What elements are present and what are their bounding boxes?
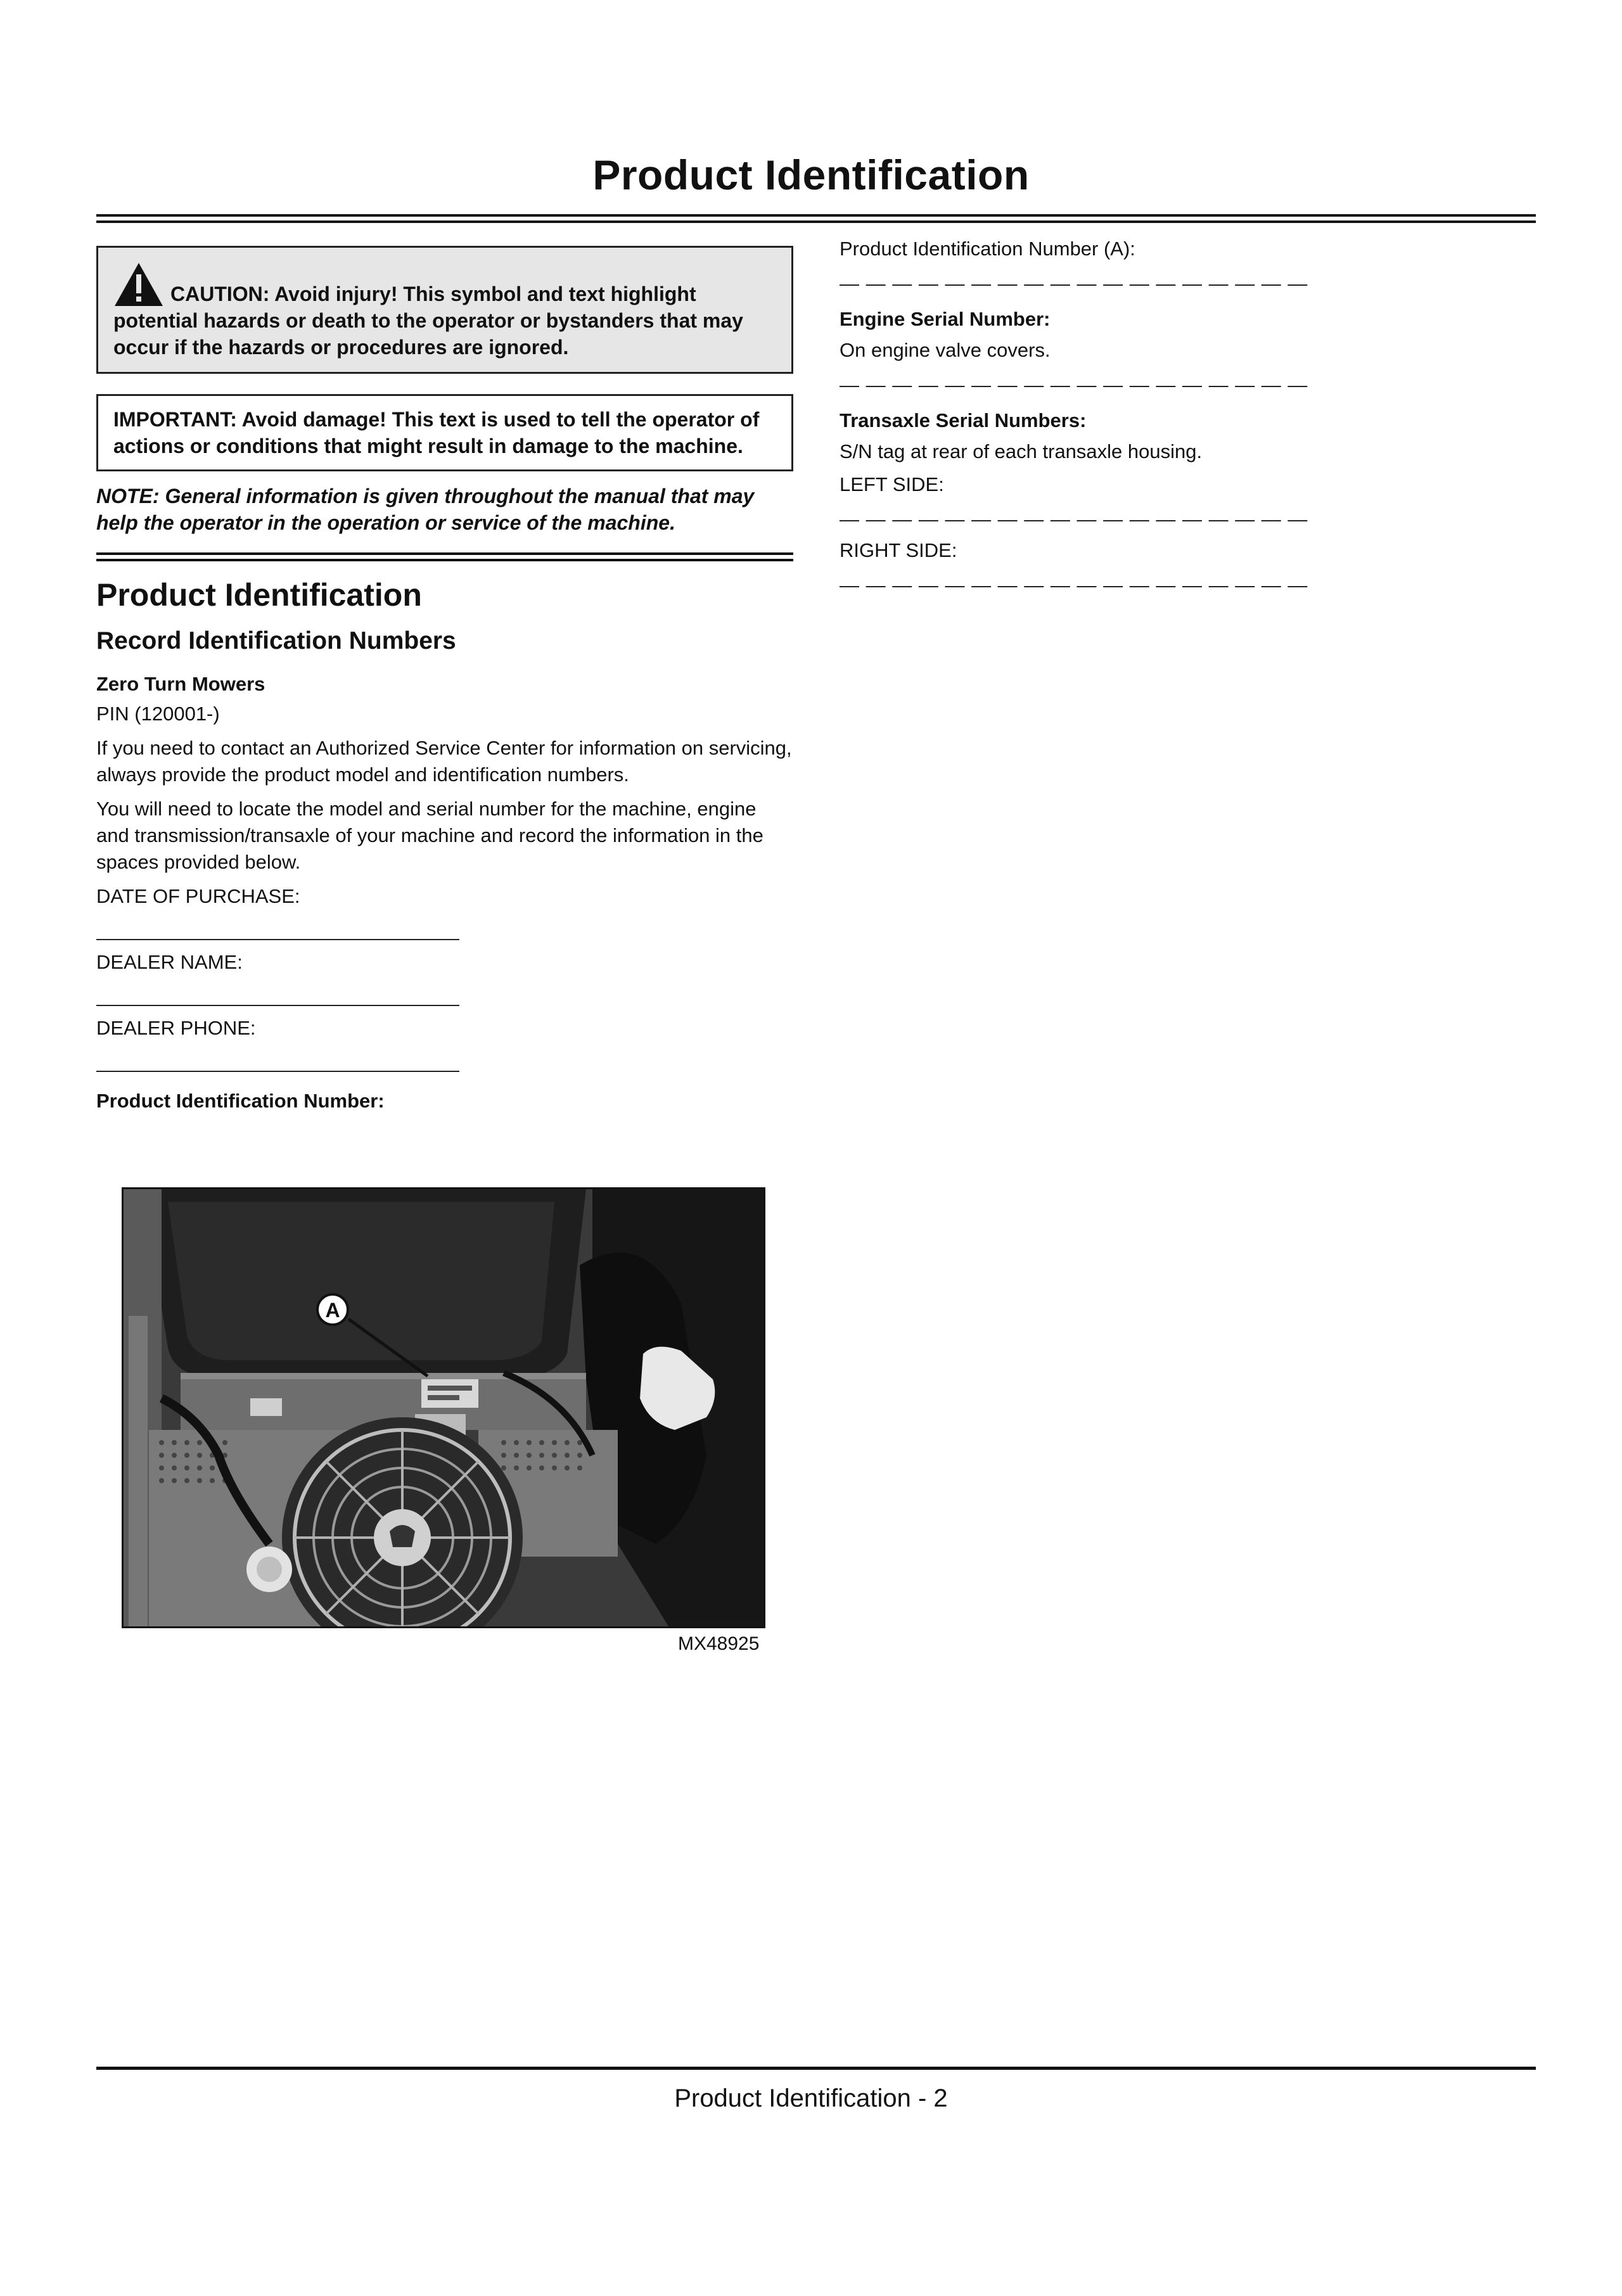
left-column: [96, 246, 793, 1113]
dealer-name-label: DEALER NAME:: [96, 951, 243, 973]
date-of-purchase-label: DATE OF PURCHASE:: [96, 885, 300, 907]
important-text: IMPORTANT: Avoid damage! This text is used to tell the operator of actions or conditions that might result in damage to the machine.: [113, 408, 760, 457]
figure-caption: MX48925: [678, 1633, 760, 1654]
group-heading: Zero Turn Mowers: [96, 673, 265, 695]
dealer-phone-label: DEALER PHONE:: [96, 1017, 256, 1039]
mower-seat-engine-illustration: [124, 1189, 763, 1626]
engine-serial-text: On engine valve covers.: [840, 339, 1050, 361]
date-of-purchase-blank: ________________________________________: [96, 919, 457, 941]
header-rule-bottom: [96, 220, 1536, 223]
section-divider: [96, 552, 793, 561]
right-side-label: RIGHT SIDE:: [840, 539, 957, 561]
mower-photo: [122, 1187, 765, 1628]
dealer-name-blank: ________________________________________: [96, 985, 457, 1007]
page-title: Product Identification: [592, 151, 1030, 198]
engine-serial-heading: Engine Serial Number:: [840, 308, 1050, 330]
section-heading: Product Identification: [96, 577, 422, 613]
caution-box: [96, 246, 793, 374]
right-side-blank: — — — — — — — — — — — — — — — — — —: [840, 574, 1308, 596]
pin-range: PIN (120001-): [96, 703, 220, 725]
footer-rule: [96, 2067, 1536, 2070]
engine-serial-blank: — — — — — — — — — — — — — — — — — —: [840, 374, 1308, 396]
right-column: [840, 236, 1359, 597]
page-footer: Product Identification - 2: [674, 2084, 948, 2112]
warning-triangle-icon: [113, 262, 164, 307]
pin-a-blank: — — — — — — — — — — — — — — — — — —: [840, 272, 1308, 295]
pin-heading: Product Identification Number:: [96, 1090, 385, 1112]
dealer-phone-blank: ________________________________________: [96, 1050, 457, 1073]
transaxle-serial-text: S/N tag at rear of each transaxle housing.: [840, 440, 1203, 462]
important-box: [96, 394, 793, 471]
paragraph-locate: You will need to locate the model and serial number for the machine, engine and transmission/transaxle of your machine and record the information in the spaces provided below.: [96, 798, 763, 873]
transaxle-serial-heading: Transaxle Serial Numbers:: [840, 409, 1087, 431]
callout-label-a: A: [325, 1299, 340, 1322]
subsection-heading: Record Identification Numbers: [96, 627, 456, 654]
pin-a-label: Product Identification Number (A):: [840, 238, 1135, 260]
left-side-label: LEFT SIDE:: [840, 473, 944, 495]
caution-text: CAUTION: Avoid injury! This symbol and text highlight potential hazards or death to the operator or bystanders that may occur if the hazards or procedures are ignored.: [113, 283, 743, 359]
paragraph-contact: If you need to contact an Authorized Service Center for information on servicing, always provide the product model and identification numbers.: [96, 737, 792, 786]
left-side-blank: — — — — — — — — — — — — — — — — — —: [840, 508, 1308, 530]
header-rule-top: [96, 214, 1536, 217]
note-text: NOTE: General information is given throughout the manual that may help the operator in the operation or service of the machine.: [96, 485, 755, 534]
